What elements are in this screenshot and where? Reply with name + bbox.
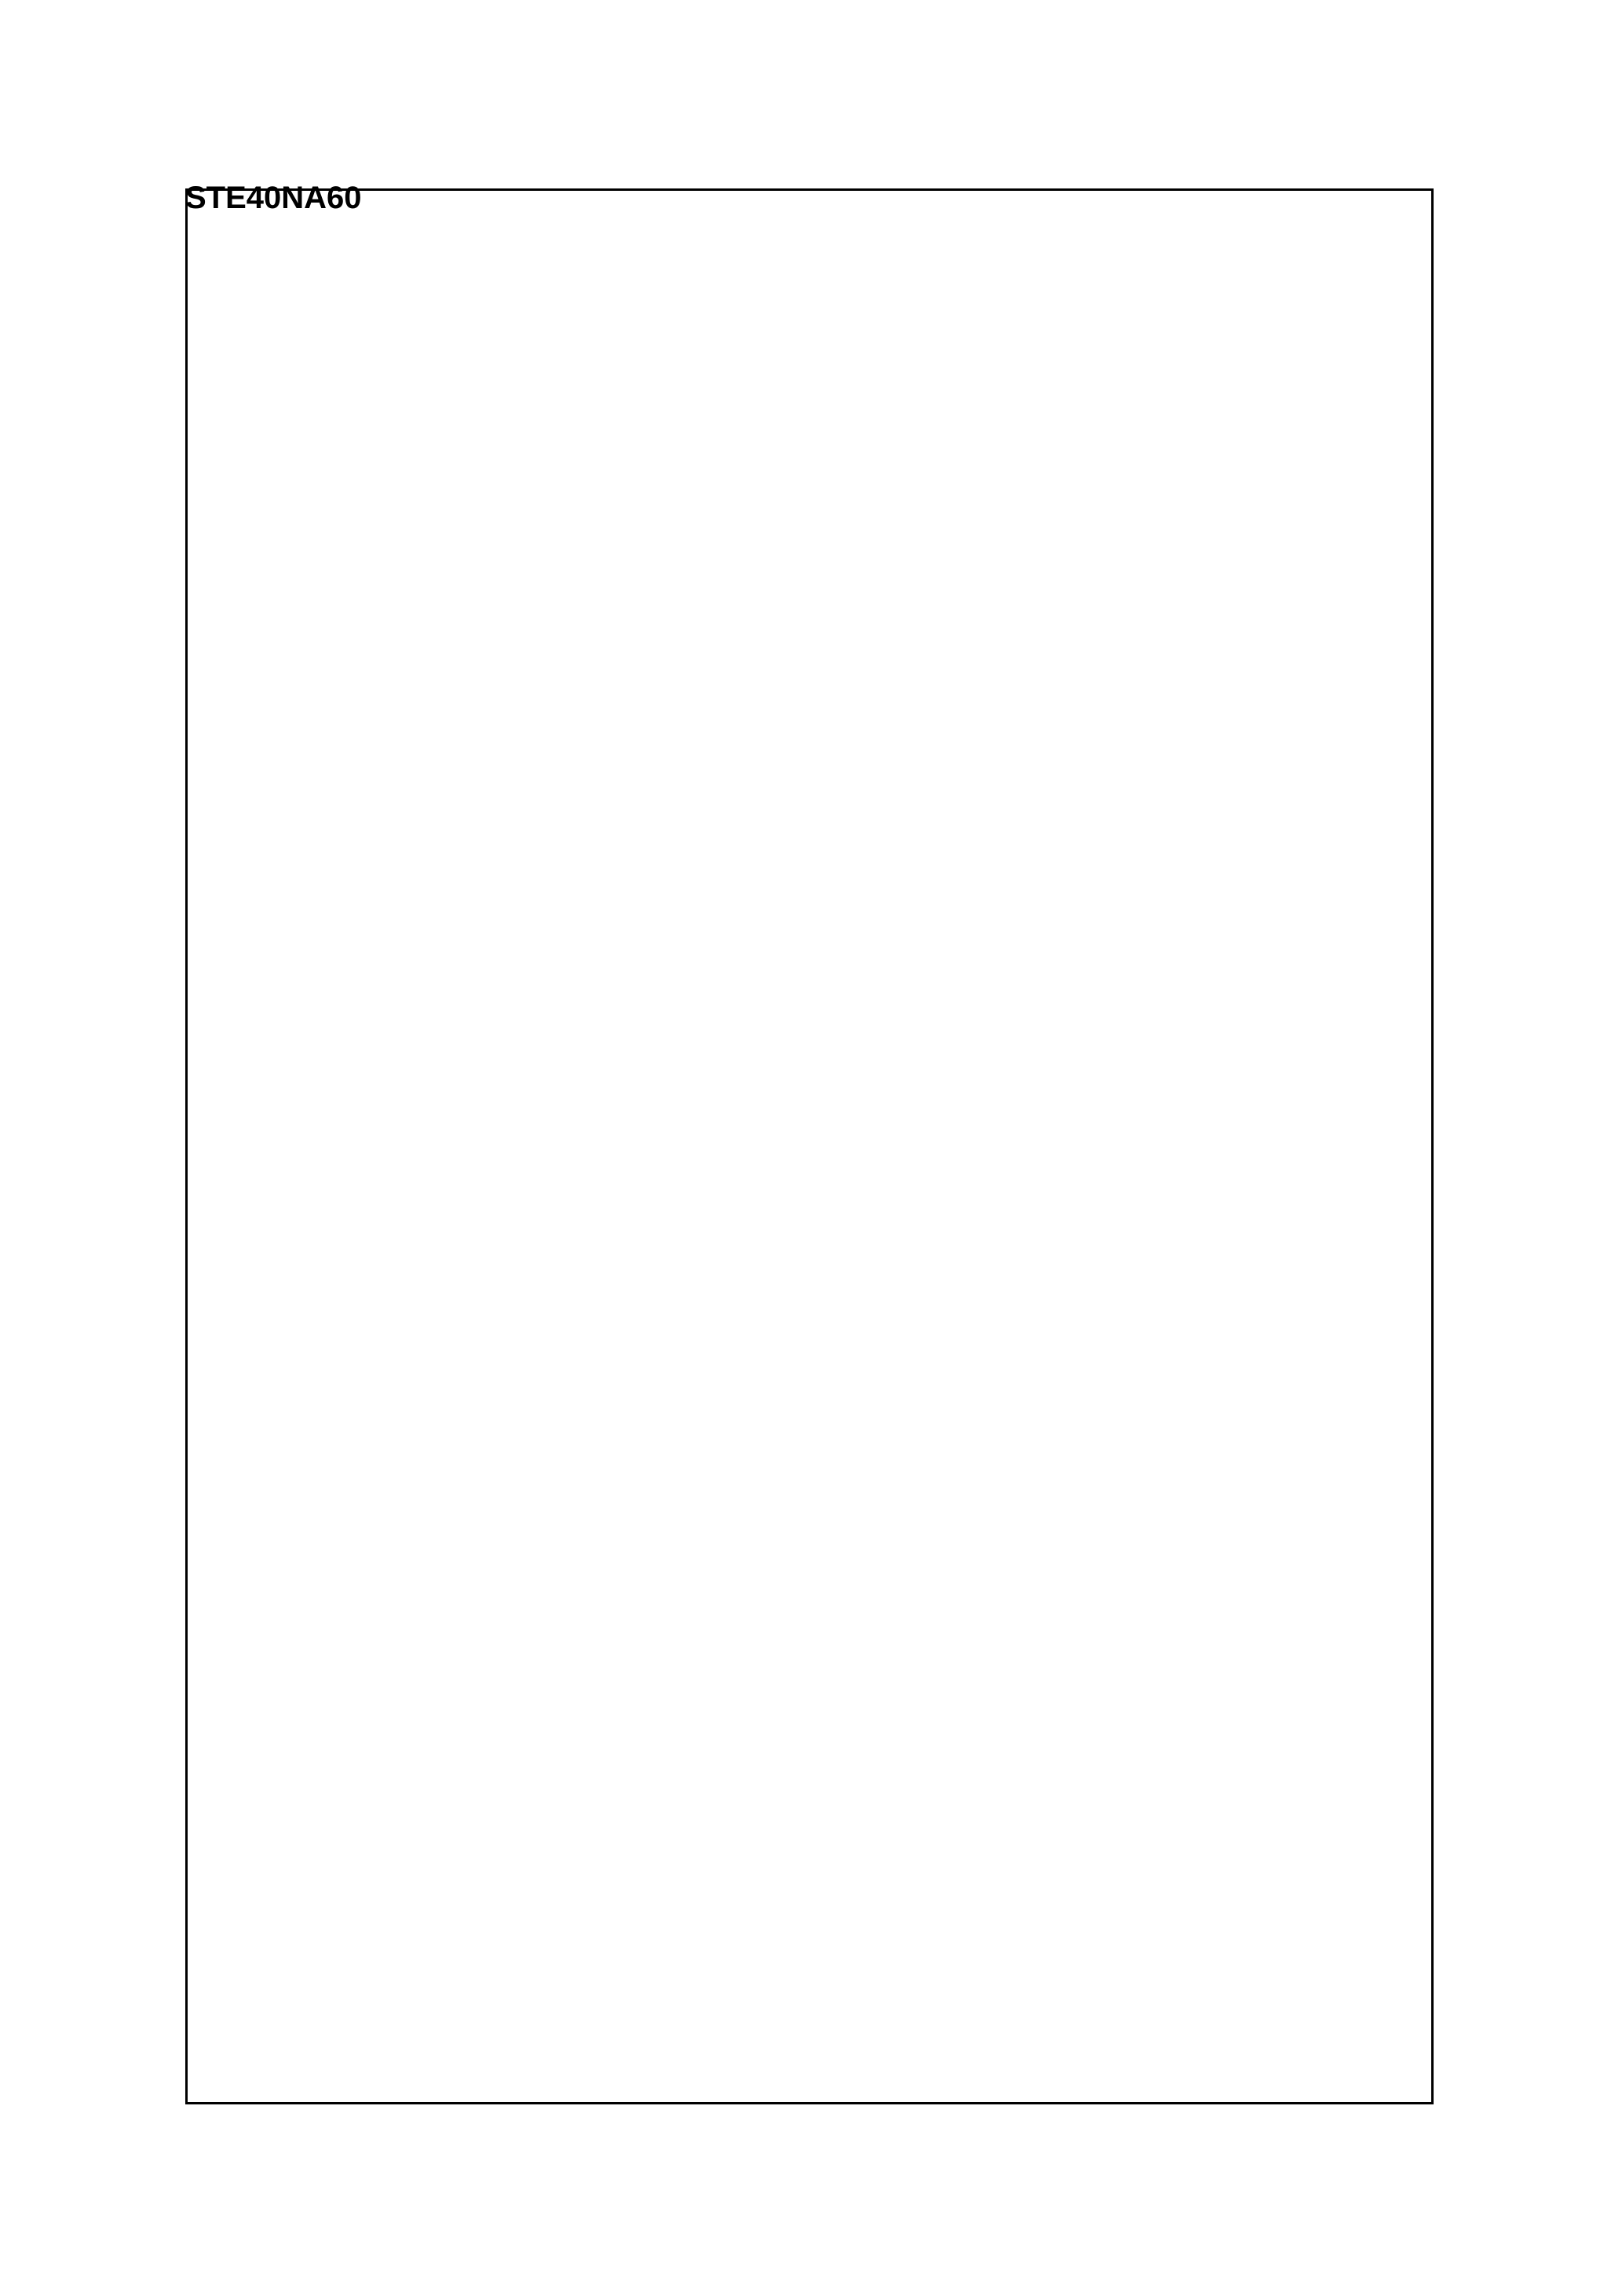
part-number-heading: STE40NA60 (185, 181, 362, 215)
page-content-placeholder (185, 188, 1434, 2104)
